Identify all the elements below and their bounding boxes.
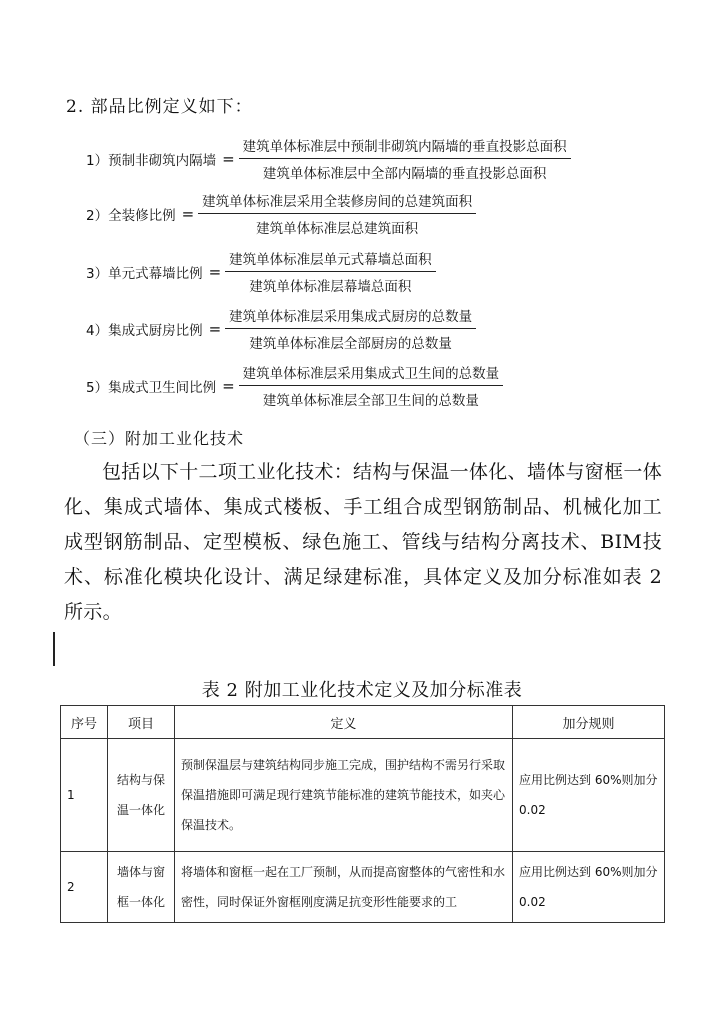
formula-label: 3）单元式幕墙比例 xyxy=(86,265,203,282)
fraction xyxy=(225,248,436,295)
header-cell-no: 序号 xyxy=(61,706,108,739)
numerator: 建筑单体标准层单元式幕墙总面积 xyxy=(225,248,436,272)
denominator: 建筑单体标准层全部卫生间的总数量 xyxy=(262,393,479,409)
equals-sign: = xyxy=(208,262,222,281)
denominator: 建筑单体标准层全部厨房的总数量 xyxy=(249,336,452,352)
formula-label: 4）集成式厨房比例 xyxy=(86,322,203,339)
denominator: 建筑单体标准层中全部内隔墙的垂直投影总面积 xyxy=(262,166,547,182)
body-paragraph: 包括以下十二项工业化技术：结构与保温一体化、墙体与窗框一体化、集成式墙体、集成式楼板、手工组合成型钢筋制品、机械化加工成型钢筋制品、定型模板、绿色施工、管线与结构分离技术、BIM技术、标准化模块化设计、满足绿建标准，具体定义及加分标准如表 2 所示。 xyxy=(64,461,662,623)
cell-no: 1 xyxy=(61,739,108,852)
fraction xyxy=(225,305,476,352)
table-row xyxy=(61,739,665,852)
numerator: 建筑单体标准层采用全装修房间的总建筑面积 xyxy=(198,190,476,214)
cell-definition: 预制保温层与建筑结构同步施工完成，围护结构不需另行采取保温措施即可满足现行建筑节能标准的建筑节能技术，如夹心保温技术。 xyxy=(175,739,513,852)
subsection-heading: （三）附加工业化技术 xyxy=(74,429,245,448)
equals-sign: = xyxy=(181,204,195,223)
numerator: 建筑单体标准层中预制非砌筑内隔墙的垂直投影总面积 xyxy=(239,135,571,159)
formula-1 xyxy=(86,135,571,182)
technology-table xyxy=(60,705,665,923)
denominator: 建筑单体标准层幕墙总面积 xyxy=(249,279,412,295)
fraction xyxy=(239,135,571,182)
cell-item: 墙体与窗框一体化 xyxy=(108,852,175,923)
formula-label: 2）全装修比例 xyxy=(86,207,176,224)
equals-sign: = xyxy=(222,376,235,395)
formula-5 xyxy=(86,362,503,409)
equals-sign: = xyxy=(222,149,235,168)
denominator: 建筑单体标准层总建筑面积 xyxy=(256,221,419,237)
cell-item: 结构与保温一体化 xyxy=(108,739,175,852)
header-cell-rule: 加分规则 xyxy=(513,706,665,739)
text-cursor xyxy=(53,632,55,666)
header-cell-definition: 定义 xyxy=(175,706,513,739)
cell-no: 2 xyxy=(61,852,108,923)
numerator: 建筑单体标准层采用集成式卫生间的总数量 xyxy=(239,362,504,386)
table-header-row xyxy=(61,706,665,739)
cell-rule: 应用比例达到 60%则加分 0.02 xyxy=(513,739,665,852)
header-cell-item: 项目 xyxy=(108,706,175,739)
table-row xyxy=(61,852,665,923)
formula-label: 1）预制非砌筑内隔墙 xyxy=(86,152,217,169)
fraction xyxy=(239,362,504,409)
formula-2 xyxy=(86,190,476,237)
formula-label: 5）集成式卫生间比例 xyxy=(86,379,217,396)
section-heading: 2. 部品比例定义如下： xyxy=(66,97,253,117)
table-caption: 表 2 附加工业化技术定义及加分标准表 xyxy=(201,680,523,701)
fraction xyxy=(198,190,476,237)
cell-definition: 将墙体和窗框一起在工厂预制，从而提高窗整体的气密性和水密性，同时保证外窗框刚度满足抗变形性能要求的工 xyxy=(175,852,513,923)
equals-sign: = xyxy=(208,319,222,338)
cell-rule: 应用比例达到 60%则加分 0.02 xyxy=(513,852,665,923)
numerator: 建筑单体标准层采用集成式厨房的总数量 xyxy=(225,305,476,329)
formula-3 xyxy=(86,248,436,295)
formula-4 xyxy=(86,305,476,352)
